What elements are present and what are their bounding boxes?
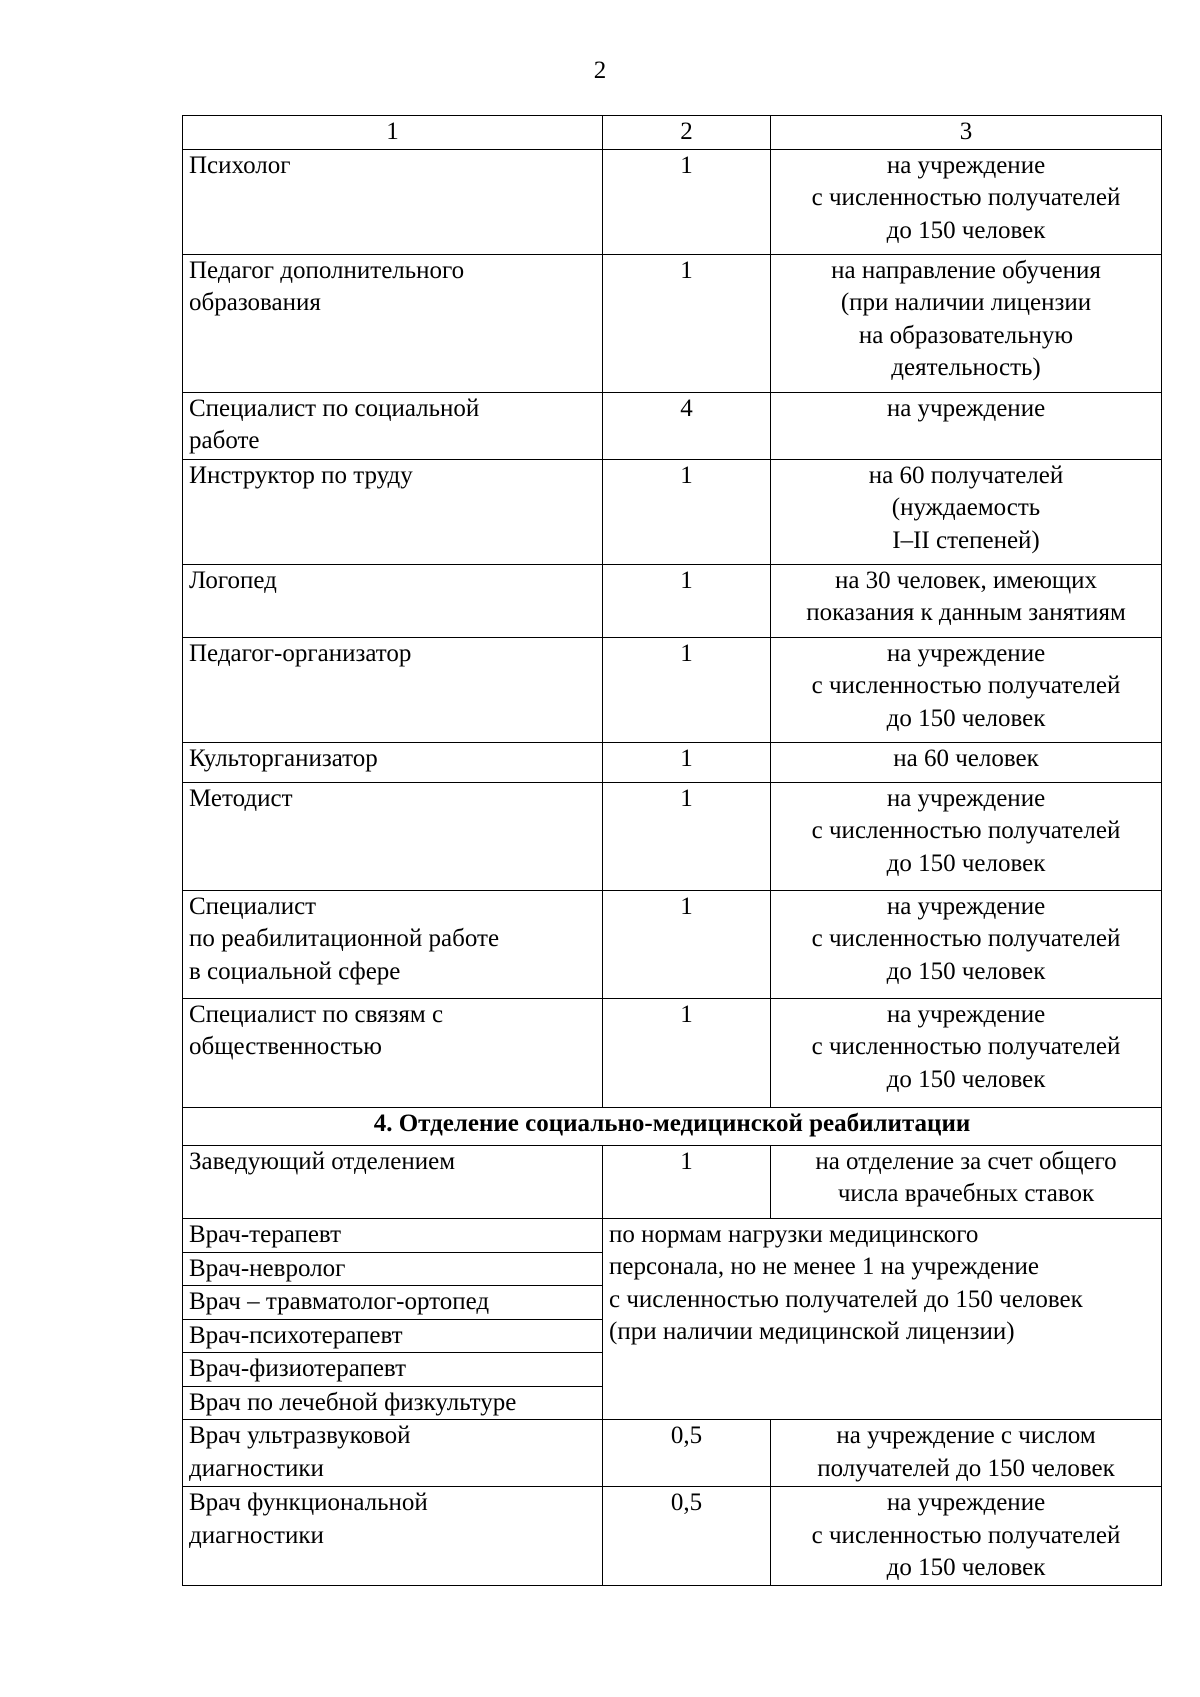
- doctor-position-cell: Врач-физиотерапевт: [183, 1353, 603, 1387]
- norm-cell: на учреждение с численностью получателей до 150 человек: [771, 998, 1162, 1107]
- norm-cell: на учреждение с численностью получателей до 150 человек: [771, 149, 1162, 254]
- norm-cell: на 30 человек, имеющих показания к данным занятиям: [771, 564, 1162, 637]
- count-cell: 1: [603, 782, 771, 890]
- norm-cell: на учреждение с численностью получателей до 150 человек: [771, 890, 1162, 998]
- staffing-table: [182, 115, 1162, 1586]
- count-cell: 1: [603, 149, 771, 254]
- count-cell: 1: [603, 998, 771, 1107]
- position-cell: Педагог-организатор: [183, 637, 603, 742]
- doctor-position-cell: Врач-невролог: [183, 1252, 603, 1286]
- header-row: [183, 116, 1162, 150]
- section-title: 4. Отделение социально-медицинской реабилитации: [183, 1107, 1162, 1145]
- page-number: 2: [593, 57, 607, 84]
- position-cell: Культорганизатор: [183, 742, 603, 782]
- table-row: [183, 1420, 1162, 1487]
- norm-cell: на учреждение с численностью получателей до 150 человек: [771, 782, 1162, 890]
- header-col-1: 1: [183, 116, 603, 150]
- section-row: [183, 1107, 1162, 1145]
- table-row: [183, 149, 1162, 254]
- table-row: [183, 459, 1162, 564]
- count-cell: 1: [603, 890, 771, 998]
- count-cell: 1: [603, 637, 771, 742]
- count-cell: 1: [603, 742, 771, 782]
- doctor-row: [183, 1218, 1162, 1252]
- norm-cell: на учреждение с численностью получателей до 150 человек: [771, 637, 1162, 742]
- doctor-position-cell: Врач-терапевт: [183, 1218, 603, 1252]
- count-cell: 0,5: [603, 1487, 771, 1586]
- count-cell: 0,5: [603, 1420, 771, 1487]
- norm-cell: на 60 получателей (нуждаемость I–II степеней): [771, 459, 1162, 564]
- position-cell: Заведующий отделением: [183, 1145, 603, 1218]
- doctor-position-cell: Врач по лечебной физкультуре: [183, 1386, 603, 1420]
- position-cell: Специалист по связям с общественностью: [183, 998, 603, 1107]
- count-cell: 1: [603, 459, 771, 564]
- norm-cell: на учреждение с численностью получателей до 150 человек: [771, 1487, 1162, 1586]
- position-cell: Логопед: [183, 564, 603, 637]
- table-row: [183, 998, 1162, 1107]
- position-cell: Врач ультразвуковой диагностики: [183, 1420, 603, 1487]
- doctors-norm-cell: по нормам нагрузки медицинского персонала, но не менее 1 на учреждение с численностью получателей до 150 человек (при наличии медицинской лицензии): [603, 1218, 1162, 1420]
- norm-cell: на 60 человек: [771, 742, 1162, 782]
- count-cell: 1: [603, 564, 771, 637]
- header-col-3: 3: [771, 116, 1162, 150]
- table-row: [183, 1145, 1162, 1218]
- table-row: [183, 1487, 1162, 1586]
- position-cell: Врач функциональной диагностики: [183, 1487, 603, 1586]
- table-row: [183, 254, 1162, 392]
- count-cell: 4: [603, 392, 771, 459]
- doctor-position-cell: Врач – травматолог-ортопед: [183, 1286, 603, 1320]
- table-row: [183, 392, 1162, 459]
- doctor-position-cell: Врач-психотерапевт: [183, 1319, 603, 1353]
- position-cell: Педагог дополнительного образования: [183, 254, 603, 392]
- table-row: [183, 742, 1162, 782]
- norm-cell: на учреждение: [771, 392, 1162, 459]
- table-row: [183, 782, 1162, 890]
- position-cell: Специалист по социальной работе: [183, 392, 603, 459]
- position-cell: Методист: [183, 782, 603, 890]
- norm-cell: на направление обучения (при наличии лицензии на образовательную деятельность): [771, 254, 1162, 392]
- count-cell: 1: [603, 254, 771, 392]
- table-row: [183, 637, 1162, 742]
- header-col-2: 2: [603, 116, 771, 150]
- position-cell: Специалист по реабилитационной работе в социальной сфере: [183, 890, 603, 998]
- table-row: [183, 890, 1162, 998]
- count-cell: 1: [603, 1145, 771, 1218]
- table-row: [183, 564, 1162, 637]
- position-cell: Инструктор по труду: [183, 459, 603, 564]
- position-cell: Психолог: [183, 149, 603, 254]
- norm-cell: на отделение за счет общего числа врачебных ставок: [771, 1145, 1162, 1218]
- norm-cell: на учреждение с числом получателей до 150 человек: [771, 1420, 1162, 1487]
